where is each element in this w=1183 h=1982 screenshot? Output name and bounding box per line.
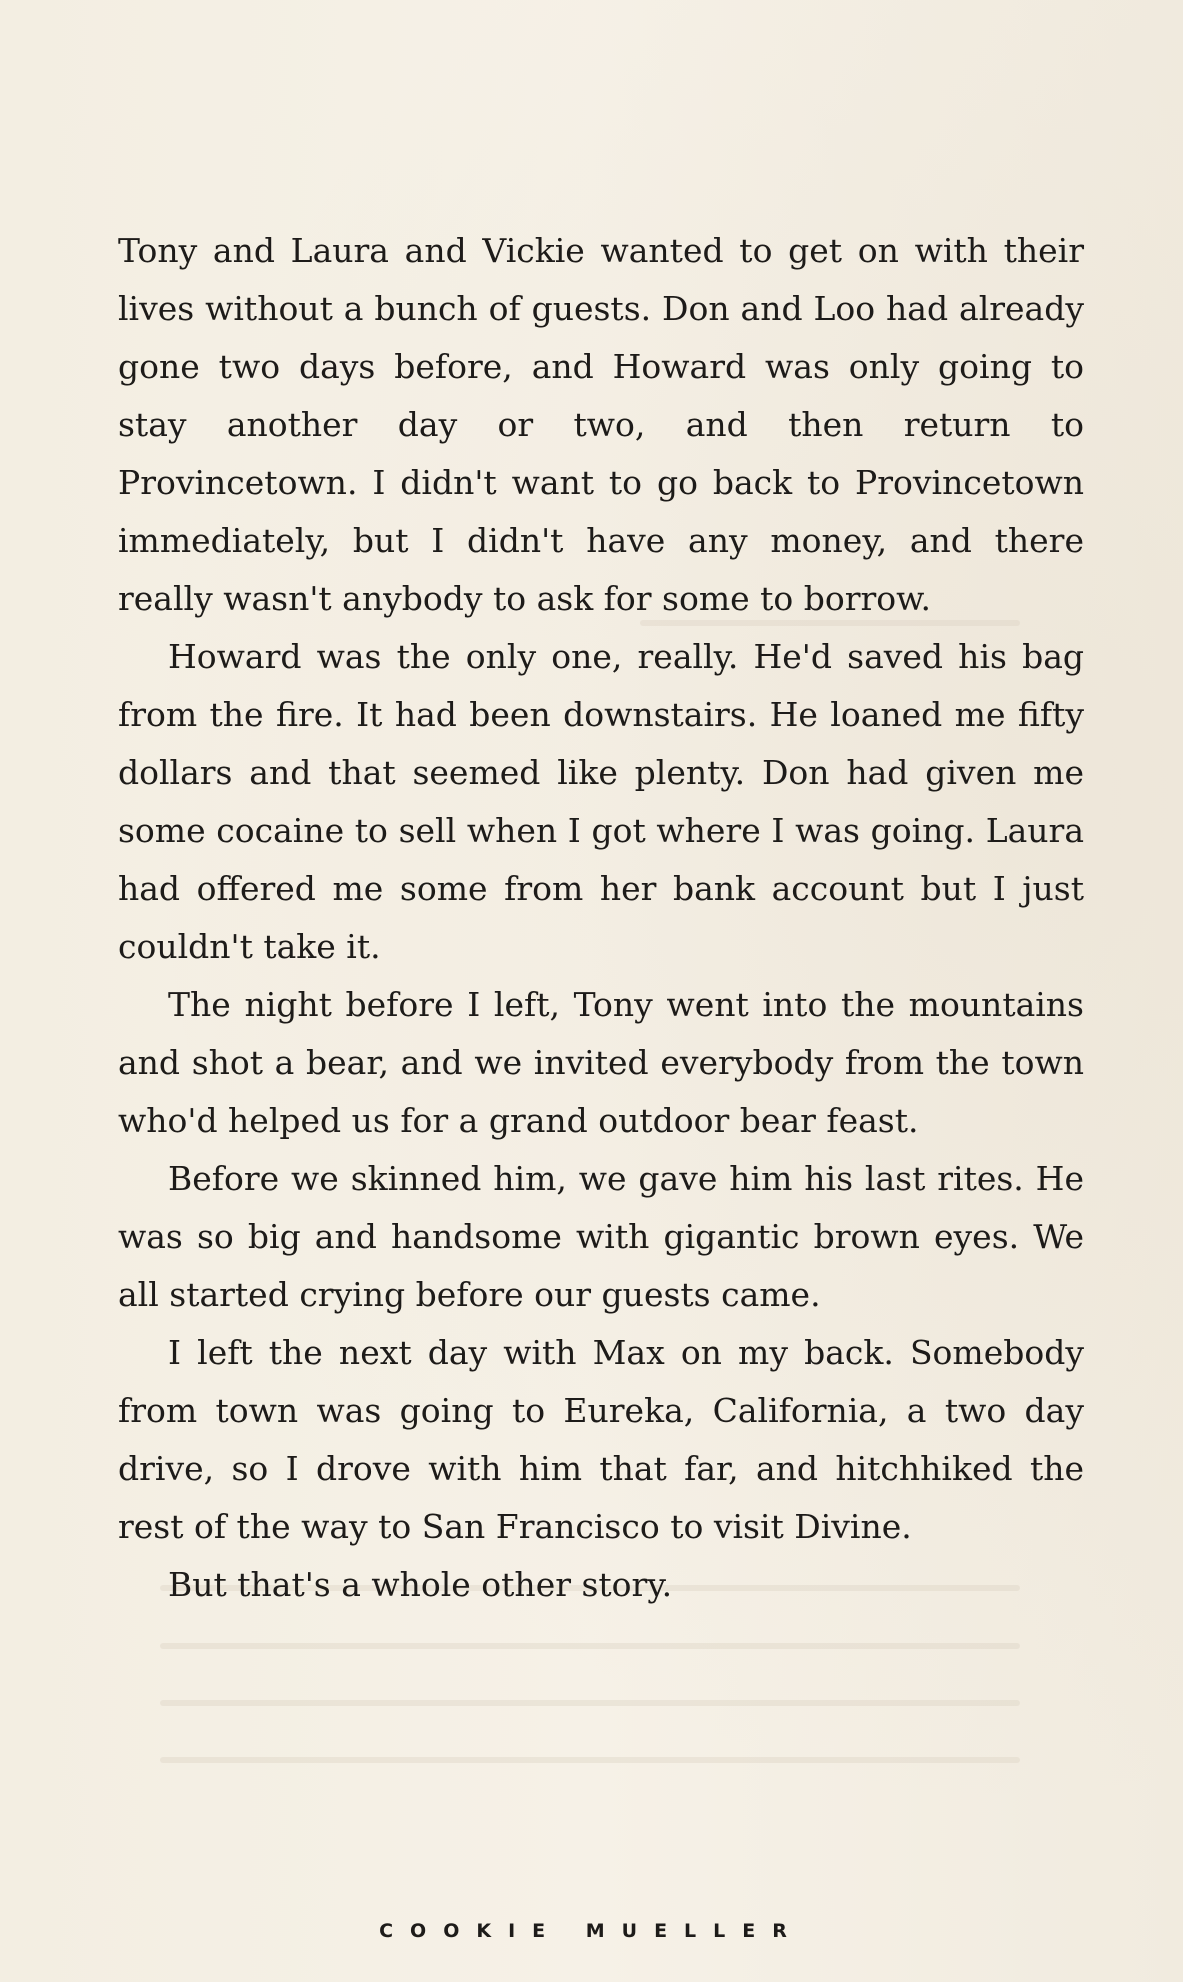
paragraph-4: Before we skinned him, we gave him his last rites. He was so big and handsome with gigantic brown eyes. We all started crying before our guests came. xyxy=(118,1159,1084,1314)
paragraph-1: Tony and Laura and Vickie wanted to get on with their lives without a bunch of guests. Don and Loo had already gone two days before, and Howard was only going to stay another day or two, and then return to Provincetown. I didn't want to go back to Provincetown immediately, but I didn't have any money, and there really wasn't anybody to ask for some to borrow. xyxy=(118,231,1084,618)
paragraph-3: The night before I left, Tony went into the mountains and shot a bear, and we invited everybody from the town who'd helped us for a grand outdoor bear feast. xyxy=(118,985,1084,1140)
paragraph-2: Howard was the only one, really. He'd saved his bag from the fire. It had been downstairs. He loaned me fifty dollars and that seemed like plenty. Don had given me some cocaine to sell when I got where I was going. Laura had offered me some from her bank account but I just couldn't take it. xyxy=(118,637,1084,966)
body-text xyxy=(118,222,1084,1614)
running-footer: COOKIE MUELLER xyxy=(379,1920,804,1942)
paragraph-5: I left the next day with Max on my back. Somebody from town was going to Eureka, California, a two day drive, so I drove with him that far, and hitchhiked the rest of the way to San Francisco to visit Divine. xyxy=(118,1333,1084,1546)
paragraph-6: But that's a whole other story. xyxy=(168,1565,673,1604)
